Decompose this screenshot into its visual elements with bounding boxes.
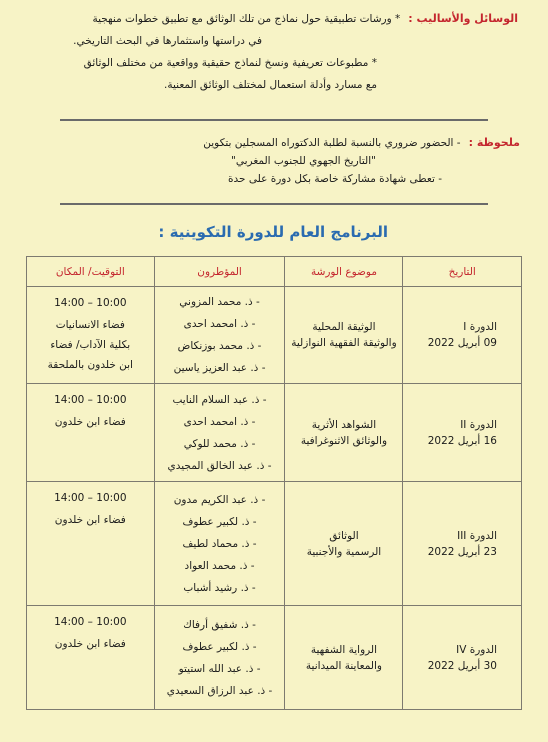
date-cell (403, 287, 522, 384)
session-time: 10:00 – 14:00 (54, 492, 127, 504)
speakers-cell (154, 482, 285, 606)
date-cell (403, 606, 522, 710)
speaker: - ذ. محمد للوكي (183, 437, 256, 450)
topic-cell (285, 287, 403, 384)
topic-line-2: والوثائق الاثنوغرافية (300, 434, 388, 447)
date-cell (403, 482, 522, 606)
speakers-cell (154, 287, 285, 384)
session-date: 23 أبريل 2022 (427, 545, 497, 558)
note-line-2: "التاريخ الجهوي للجنوب المغربي" (231, 155, 376, 167)
topic-line-1: الوثائق (329, 529, 359, 542)
topic-line-1: الرواية الشفهية (310, 643, 378, 656)
table-row (27, 287, 522, 384)
schedule-table (26, 256, 522, 710)
session-time: 10:00 – 14:00 (54, 394, 127, 406)
header-speakers: المؤطرون (154, 257, 285, 287)
header-topic: موضوع الورشة (285, 257, 403, 287)
speaker: - ذ. امحمد احدى (183, 415, 256, 428)
session-time: 10:00 – 14:00 (54, 616, 127, 628)
time-place-cell (27, 606, 155, 710)
session-name: الدورة II (460, 418, 497, 431)
place-line-3: ابن خلدون بالملحقة (47, 359, 133, 371)
topic-line-1: الوثيقة المحلية (312, 321, 376, 333)
table-row (27, 384, 522, 482)
session-date: 16 أبريل 2022 (427, 434, 497, 447)
speaker: - ذ. محمد المزوني (179, 296, 260, 308)
topic-line-1: الشواهد الأثرية (311, 418, 377, 431)
table-header-row (27, 257, 522, 287)
speaker: - ذ. لكبير عطوف (182, 515, 257, 528)
note-line-1: - الحضور ضروري بالنسبة لطلبة الدكتوراه المسجلين بتكوين (203, 137, 461, 149)
note-section (0, 136, 548, 187)
session-time: 10:00 – 14:00 (54, 297, 127, 309)
program-title: البرنامج العام للدورة التكوينية : (158, 223, 388, 241)
speaker: - ذ. عبد الخالق المجيدي (167, 459, 272, 472)
place-line-1: فضاء ابن خلدون (54, 416, 126, 428)
means-section (0, 12, 548, 93)
date-cell (403, 384, 522, 482)
means-line-2: في دراستها واستثمارها في البحث التاريخي. (73, 35, 262, 47)
place-line-1: فضاء الانسانيات (55, 319, 125, 331)
time-place-cell (27, 384, 155, 482)
speaker: - ذ. محماد لطيف (182, 537, 257, 550)
means-line-3: * مطبوعات تعريفية ونسخ لنماذج حقيقية وواقعية من مختلف الوثائق (83, 57, 377, 69)
session-name: الدورة I (463, 321, 497, 333)
speaker: - ذ. عبد الكريم مدون (173, 493, 266, 506)
speaker: - ذ. عبد الرزاق السعيدي (166, 684, 273, 697)
speaker: - ذ. شفيق أرفاك (183, 618, 256, 631)
speaker: - ذ. محمد بوزنكاض (177, 340, 262, 352)
speaker: - ذ. امحمد احدى (183, 318, 256, 330)
topic-line-2: الرسمية والأجنبية (306, 545, 382, 558)
header-time-place: التوقيت/ المكان (27, 257, 155, 287)
place-line-1: فضاء ابن خلدون (54, 514, 126, 526)
divider-top (60, 119, 488, 121)
session-name: الدورة III (457, 529, 497, 542)
speaker: - ذ. لكبير عطوف (182, 640, 257, 653)
speakers-cell (154, 384, 285, 482)
speaker: - ذ. عبد الله استيتو (178, 662, 261, 675)
means-line-4: مع مسارد وأدلة استعمال لمختلف الوثائق المعنية. (164, 79, 377, 91)
table-row (27, 482, 522, 606)
means-line-1: * ورشات تطبيقية حول نماذج من تلك الوثائق مع تطبيق خطوات منهجية (92, 13, 401, 25)
table-row (27, 606, 522, 710)
place-line-1: فضاء ابن خلدون (54, 638, 126, 650)
speakers-cell (154, 606, 285, 710)
means-label: الوسائل والأساليب : (408, 12, 518, 25)
topic-cell (285, 384, 403, 482)
speaker: - ذ. رشيد أشباب (183, 581, 256, 594)
place-line-2: بكلية الآداب/ فضاء (50, 339, 131, 351)
session-name: الدورة IV (456, 643, 497, 656)
session-date: 09 أبريل 2022 (427, 337, 497, 349)
note-line-3: - تعطى شهادة مشاركة خاصة بكل دورة على حدة (228, 173, 442, 185)
speaker: - ذ. محمد العواد (184, 559, 255, 572)
speaker: - ذ. عبد العزيز ياسين (173, 362, 266, 374)
time-place-cell (27, 482, 155, 606)
note-label: ملحوظة : (468, 136, 520, 149)
topic-line-2: والمعاينة الميدانية (305, 659, 382, 672)
topic-cell (285, 482, 403, 606)
speaker: - ذ. عبد السلام النايب (172, 393, 267, 406)
header-date: التاريخ (403, 257, 522, 287)
divider-bottom (60, 203, 488, 205)
session-date: 30 أبريل 2022 (427, 659, 497, 672)
topic-cell (285, 606, 403, 710)
time-place-cell (27, 287, 155, 384)
topic-line-2: والوثيقة الفقهية النوازلية (291, 337, 397, 349)
